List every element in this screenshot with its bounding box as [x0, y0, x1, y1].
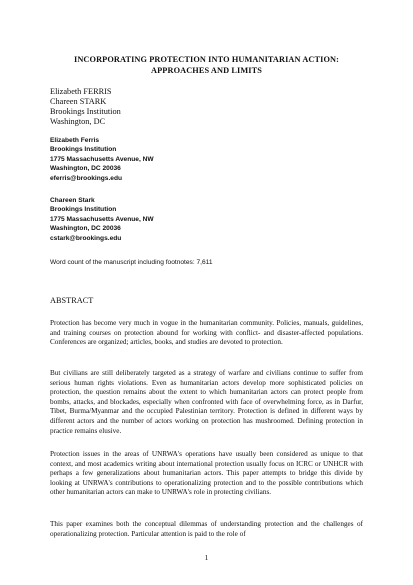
contact-block-stark — [50, 196, 154, 243]
author-name-2: Chareen STARK — [50, 97, 107, 106]
paper-title — [40, 54, 373, 76]
contact-email: eferris@brookings.edu — [50, 174, 123, 182]
word-count: Word count of the manuscript including footnotes: 7,611 — [50, 259, 213, 266]
contact-city: Washington, DC 20036 — [50, 225, 121, 233]
title-line-1: INCORPORATING PROTECTION INTO HUMANITARIAN ACTION: — [74, 55, 339, 64]
contact-city: Washington, DC 20036 — [50, 165, 121, 173]
contact-street: 1775 Massachusetts Avenue, NW — [50, 215, 154, 223]
contact-name: Chareen Stark — [50, 197, 95, 204]
author-name-1: Elizabeth FERRIS — [50, 87, 112, 96]
abstract-heading: ABSTRACT — [50, 296, 94, 305]
page-number: 1 — [204, 553, 209, 562]
title-line-2: APPROACHES AND LIMITS — [151, 66, 262, 75]
abstract-paragraph-1: Protection has become very much in vogue in the humanitarian community. Policies, manuals, guidelines, and training courses on protection abound for working with conflict- and disaster-affected populations. Conferences are organized; articles, books, and studies are devoted to protection. — [50, 319, 363, 347]
author-affiliation: Brookings Institution — [50, 107, 121, 116]
abstract-paragraph-4: This paper examines both the conceptual dilemmas of understanding protection and the challenges of operationalizing protection. Particular attention is paid to the role of — [50, 520, 363, 538]
abstract-paragraph-3: Protection issues in the areas of UNRWA's operations have usually been considered as unique to that context, and most academics writing about international protection usually focus on ICRC or UNHCR with perhaps a few generalizations about humanitarian actors. This paper attempts to bridge this divide by looking at UNRWA's contributions to operationalizing protection and to the possible contributions which other humanitarian actors can make to UNRWA's role in protecting civilians. — [50, 450, 363, 497]
contact-street: 1775 Massachusetts Avenue, NW — [50, 155, 154, 163]
author-location: Washington, DC — [50, 117, 106, 126]
author-block — [50, 87, 121, 127]
contact-block-ferris — [50, 136, 154, 183]
contact-email: cstark@brookings.edu — [50, 234, 122, 242]
contact-institution: Brookings Institution — [50, 146, 117, 154]
contact-name: Elizabeth Ferris — [50, 137, 100, 144]
contact-institution: Brookings Institution — [50, 206, 117, 214]
abstract-paragraph-2: But civilians are still deliberately targeted as a strategy of warfare and civilians continue to suffer from serious human rights violations. Even as humanitarian actors develop more sophisticated policies on protection, the question remains about the extent to which humanitarian actors can protect people from bombs, attacks, and blockades, especially when confronted with face of overwhelming force, as in Darfur, Tibet, Burma/Myanmar and the occupied Palestinian territory. Protection is defined in different ways by different actors and the number of actors working on protection has mushroomed. Defining protection in practice remains elusive. — [50, 369, 363, 435]
